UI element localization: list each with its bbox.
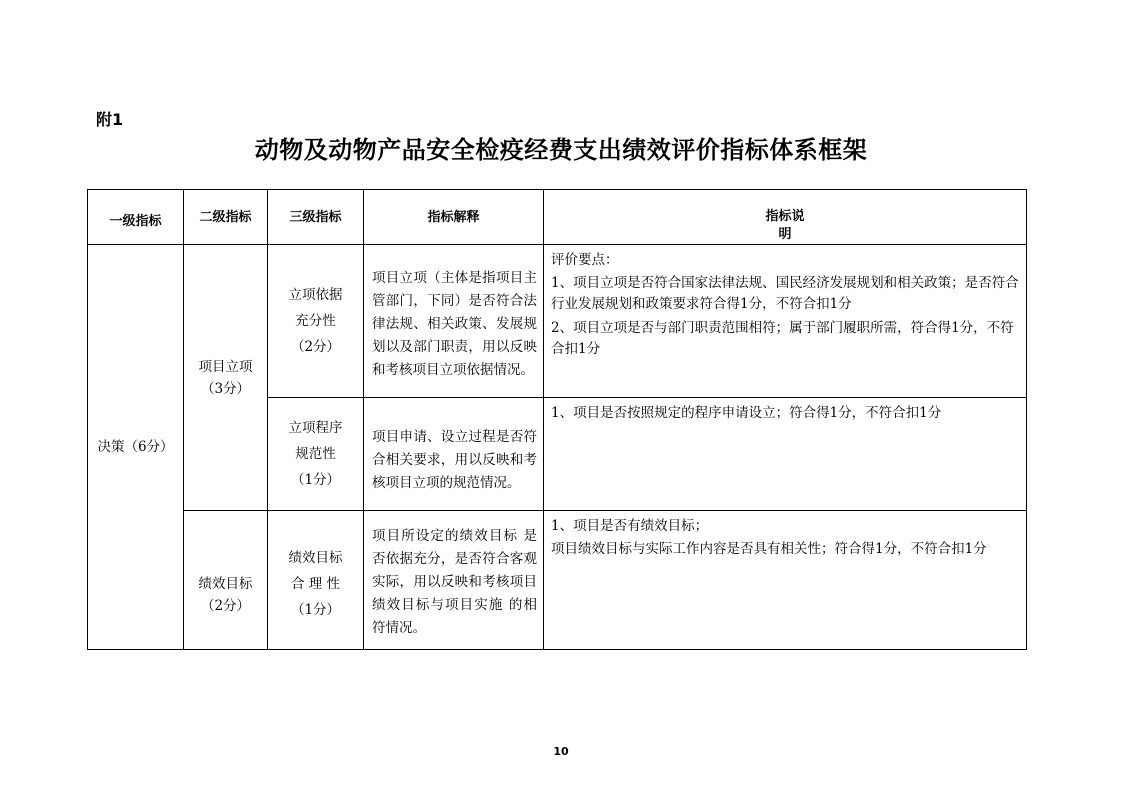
- description-item: 1、项目是否有绩效目标；: [551, 518, 709, 534]
- description-item: 项目绩效目标与实际工作内容是否具有相关性；符合得1分，不符合扣1分: [551, 541, 987, 557]
- header-description: [544, 190, 1027, 245]
- level3-name-line2: 充分性: [295, 313, 336, 329]
- description-cell: [544, 511, 1027, 650]
- level3-name-line2: 规范性: [295, 446, 336, 462]
- explanation-cell: 项目立项（主体是指项目主管部门，下同）是否符合法律法规、相关政策、发展规划以及部门职责，用以反映和考核项目立项依据情况。: [364, 245, 544, 398]
- header-explanation: 指标解释: [364, 190, 544, 245]
- header-description-line2: 明: [778, 227, 792, 242]
- explanation-cell: 项目申请、设立过程是否符合相关要求，用以反映和考核项目立项的规范情况。: [364, 398, 544, 511]
- description-item: 1、项目立项是否符合国家法律法规、国民经济发展规划和相关政策；是否符合行业发展规划和政策要求符合得1分，不符合扣1分: [551, 275, 1019, 312]
- level3-score: （1分）: [290, 472, 341, 488]
- description-item: 2、项目立项是否与部门职责范围相符；属于部门履职所需，符合得1分，不符合扣1分: [551, 320, 1014, 357]
- level2-cell-project-approval: [184, 245, 268, 511]
- level2-name: 绩效目标: [198, 576, 253, 592]
- level2-cell-performance-target: [184, 511, 268, 650]
- level3-name-line1: 绩效目标: [288, 550, 343, 566]
- annex-label: 附1: [96, 110, 124, 129]
- header-description-line1: 指标说: [765, 209, 805, 224]
- level3-cell: [268, 511, 364, 650]
- explanation-cell: 项目所设定的绩效目标 是否依据充分，是否符合客观实际，用以反映和考核项目绩效目标与项目实施 的相符情况。: [364, 511, 544, 650]
- level3-score: （1分）: [290, 602, 341, 618]
- level2-score: （2分）: [200, 598, 251, 614]
- header-level1: 一级指标: [88, 190, 184, 245]
- level3-score: （2分）: [290, 339, 341, 355]
- level3-cell: [268, 398, 364, 511]
- indicator-framework-table: [87, 189, 1027, 650]
- description-heading: 评价要点：: [551, 252, 619, 268]
- level2-score: （3分）: [200, 380, 251, 397]
- level1-cell: 决策（6分）: [88, 245, 184, 650]
- table-row: [88, 245, 1027, 398]
- header-level2: 二级指标: [184, 190, 268, 245]
- level3-name-line1: 立项依据: [288, 287, 343, 303]
- header-level3: 三级指标: [268, 190, 364, 245]
- level3-name-line1: 立项程序: [288, 420, 343, 436]
- document-title: 动物及动物产品安全检疫经费支出绩效评价指标体系框架: [254, 136, 868, 164]
- table-header-row: [88, 190, 1027, 245]
- level3-cell: [268, 245, 364, 398]
- description-item: 1、项目是否按照规定的程序申请设立；符合得1分，不符合扣1分: [551, 405, 942, 421]
- description-cell: [544, 245, 1027, 398]
- page-number: 10: [553, 745, 569, 758]
- level3-name-line2: 合 理 性: [290, 576, 341, 592]
- level2-name: 项目立项: [198, 358, 253, 375]
- table-row: [88, 511, 1027, 650]
- description-cell: [544, 398, 1027, 511]
